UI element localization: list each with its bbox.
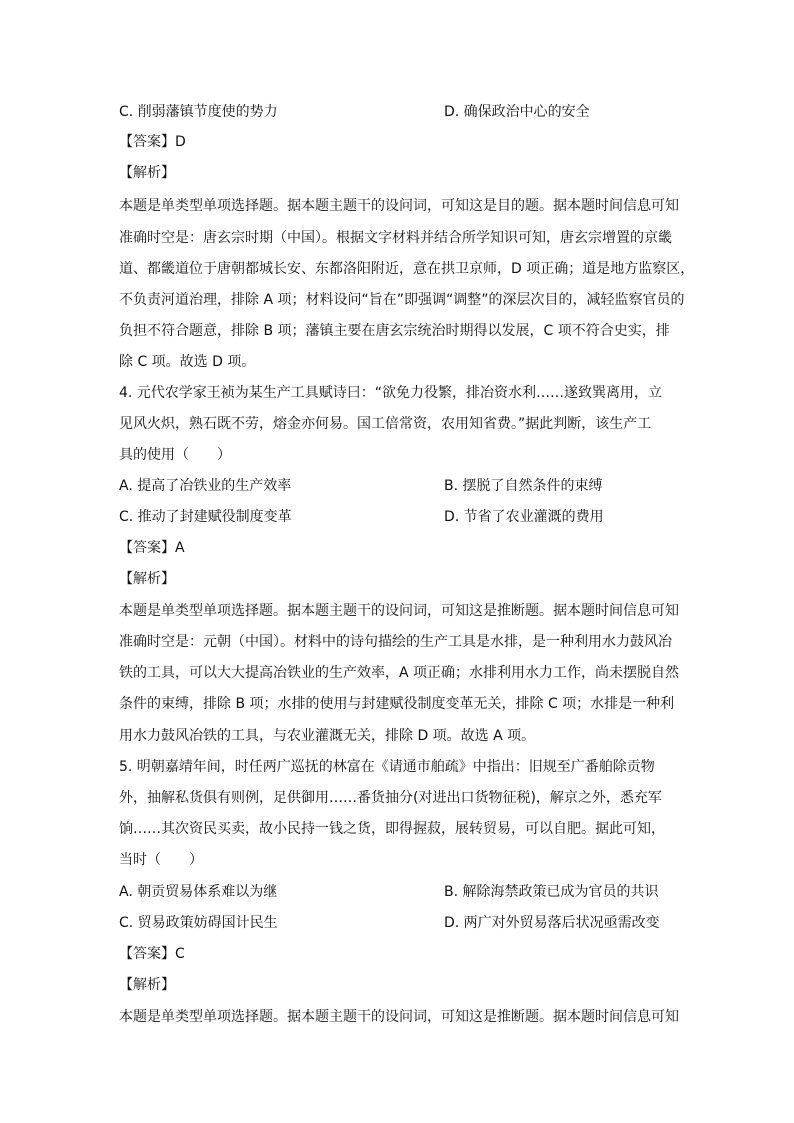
q4-analysis-line: 本题是单类型单项选择题。据本题主题干的设问词，可知这是推断题。据本题时间信息可知 <box>119 603 679 619</box>
q5-option-c: C. 贸易政策妨碍国计民生 <box>119 915 278 931</box>
q4-option-c: C. 推动了封建赋役制度变革 <box>119 509 292 525</box>
q4-answer: 【答案】A <box>119 540 185 556</box>
q4-stem-line: 4. 元代农学家王祯为某生产工具赋诗曰：“欲免力役繁，排冶资水利……遂致巽离用，立 <box>119 385 663 401</box>
q4-analysis-label: 【解析】 <box>119 571 175 587</box>
q5-stem-line: 饷……其次资民买卖，故小民持一钱之货，即得握菽，展转贸易，可以自肥。据此可知， <box>119 821 665 837</box>
q5-option-a: A. 朝贡贸易体系难以为继 <box>119 884 278 900</box>
q3-analysis-line: 负担不符合题意，排除 B 项；藩镇主要在唐玄宗统治时期得以发展，C 项不符合史实，排 <box>119 323 670 339</box>
q4-option-b: B. 摆脱了自然条件的束缚 <box>444 478 603 494</box>
q5-stem-line: 5. 明朝嘉靖年间，时任两广巡抚的林富在《请通市舶疏》中指出：旧规至广番舶除贡物 <box>119 759 655 775</box>
q4-option-d: D. 节省了农业灌溉的费用 <box>444 509 604 525</box>
q3-analysis-label: 【解析】 <box>119 165 175 181</box>
q5-option-b: B. 解除海禁政策已成为官员的共识 <box>444 884 659 900</box>
q3-analysis-line: 本题是单类型单项选择题。据本题主题干的设问词，可知这是目的题。据本题时间信息可知 <box>119 198 679 214</box>
q3-analysis-line: 道、都畿道位于唐朝都城长安、东都洛阳附近，意在拱卫京师，D 项正确；道是地方监察区， <box>119 261 695 277</box>
q5-analysis-line: 本题是单类型单项选择题。据本题主题干的设问词，可知这是推断题。据本题时间信息可知 <box>119 1009 679 1025</box>
q5-option-d: D. 两广对外贸易落后状况亟需改变 <box>444 915 660 931</box>
q4-analysis-line: 铁的工具，可以大大提高冶铁业的生产效率，A 项正确；水排利用水力工作，尚未摆脱自然 <box>119 665 680 681</box>
q3-analysis-line: 除 C 项。故选 D 项。 <box>119 354 256 370</box>
q3-option-c: C. 削弱藩镇节度使的势力 <box>119 104 278 120</box>
q3-analysis-line: 准确时空是：唐玄宗时期（中国）。根据文字材料并结合所学知识可知，唐玄宗增置的京畿 <box>119 230 672 246</box>
q4-stem-line: 见风火炽，熟石既不劳，熔金亦何易。国工倍常资，农用知省费。”据此判断，该生产工 <box>119 416 652 432</box>
q3-analysis-line: 不负责河道治理，排除 A 项；材料设问“旨在”即强调“调整”的深层次目的，减轻监察官员的 <box>119 292 685 308</box>
q3-option-d: D. 确保政治中心的安全 <box>444 104 590 120</box>
q5-stem-line: 外，抽解私货俱有则例，足供御用……番货抽分(对进出口货物征税)，解京之外，悉充军 <box>119 790 662 806</box>
q4-analysis-line: 用水力鼓风冶铁的工具，与农业灌溉无关，排除 D 项。故选 A 项。 <box>119 728 536 744</box>
q4-analysis-line: 条件的束缚，排除 B 项；水排的使用与封建赋役制度变革无关，排除 C 项；水排是一种利 <box>119 696 675 712</box>
q4-analysis-line: 准确时空是：元朝（中国）。材料中的诗句描绘的生产工具是水排，是一种利用水力鼓风冶 <box>119 634 672 650</box>
q3-answer: 【答案】D <box>119 134 186 150</box>
q5-stem-line: 当时（ ） <box>119 852 203 868</box>
q5-analysis-label: 【解析】 <box>119 977 175 993</box>
q4-stem-line: 具的使用（ ） <box>119 447 231 463</box>
q5-answer: 【答案】C <box>119 946 185 962</box>
q4-option-a: A. 提高了冶铁业的生产效率 <box>119 478 292 494</box>
